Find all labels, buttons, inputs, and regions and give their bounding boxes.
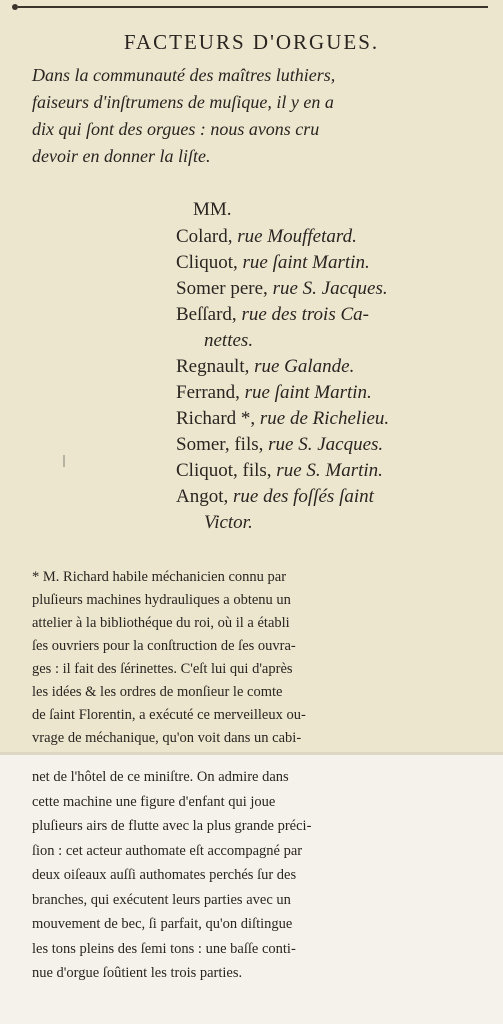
intro-line: faiseurs d'inſtrumens de muſique, il y en a [32, 92, 334, 112]
maker-street: rue des trois Ca- [241, 304, 369, 325]
page-seam [0, 752, 503, 755]
intro-line: dix qui ſont des orgues : nous avons cru [32, 119, 320, 139]
organ-makers-list [176, 224, 496, 536]
maker-street: rue S. Martin. [276, 460, 383, 481]
footnote-line: de ſaint Florentin, a exécuté ce merveilleux ou- [32, 707, 306, 723]
footnote-line: les idées & les ordres de monſieur le comte [32, 684, 283, 700]
footnote-line: attelier à la bibliothéque du roi, où il a établi [32, 615, 290, 631]
maker-name: Somer, fils, [176, 434, 264, 455]
footnote-line: nue d'orgue ſoûtient les trois parties. [32, 965, 243, 981]
footnote-line: pluſieurs machines hydrauliques a obtenu un [32, 592, 291, 608]
footnote-line: vrage de méchanique, qu'on voit dans un cabi- [32, 730, 302, 746]
maker-entry [176, 250, 496, 276]
honorific-heading: MM. [193, 199, 232, 220]
maker-street: rue S. Jacques. [272, 278, 388, 299]
footnote-line: cette machine une figure d'enfant qui joue [32, 793, 276, 810]
footnote-line: ſes ouvriers pour la conſtruction de ſes ouvra- [32, 638, 296, 654]
maker-entry [176, 354, 496, 380]
footnote-line: net de l'hôtel de ce miniſtre. On admire dans [32, 769, 289, 785]
intro-paragraph [32, 62, 490, 170]
maker-name: Regnault, [176, 356, 250, 377]
maker-street: rue ſaint Martin. [244, 382, 372, 403]
intro-line: devoir en donner la liſte. [32, 146, 211, 166]
footnote-line: ſion : cet acteur authomate eſt accompagné par [32, 842, 303, 859]
footnote-line: ges : il fait des ſérinettes. C'eſt lui qui d'après [32, 661, 293, 677]
maker-name: Angot, [176, 486, 229, 507]
maker-name: Colard, [176, 226, 233, 247]
maker-name: Ferrand, [176, 382, 240, 403]
maker-street: rue Galande. [254, 356, 355, 377]
maker-entry [176, 432, 496, 458]
maker-street: rue de Richelieu. [259, 408, 390, 429]
maker-street: rue des foſſés ſaint [233, 486, 374, 507]
maker-entry [176, 458, 496, 484]
maker-entry [176, 406, 496, 432]
maker-entry [176, 224, 496, 250]
maker-name: Cliquot, fils, [176, 460, 272, 481]
maker-entry-continued [176, 328, 496, 354]
footnote-line: mouvement de bec, ſi parfait, qu'on diſtingue [32, 916, 293, 932]
maker-name: Richard *, [176, 408, 256, 429]
footnote-lower [32, 765, 487, 986]
maker-name: Beſſard, [176, 304, 237, 325]
maker-name: Cliquot, [176, 252, 238, 273]
footnote-line: deux oiſeaux auſſi authomates perchés ſur des [32, 867, 297, 883]
footnote-line: * M. Richard habile méchanicien connu par [32, 569, 287, 585]
page-title: FACTEURS D'ORGUES. [123, 30, 380, 54]
maker-entry [176, 380, 496, 406]
footnote-line: pluſieurs airs de flutte avec la plus grande préci- [32, 818, 312, 834]
maker-street: Victor. [204, 512, 253, 533]
maker-entry-continued [176, 510, 496, 536]
maker-entry [176, 484, 496, 510]
maker-entry [176, 276, 496, 302]
maker-name: Somer pere, [176, 278, 268, 299]
footnote-upper [32, 566, 482, 750]
footnote-line: les tons pleins des ſemi tons : une baſſe conti- [32, 940, 296, 957]
header-rule [18, 6, 488, 8]
maker-street: rue S. Jacques. [268, 434, 384, 455]
maker-street: rue ſaint Martin. [242, 252, 370, 273]
intro-line: Dans la communauté des maîtres luthiers, [32, 65, 336, 85]
margin-mark [63, 455, 65, 467]
maker-entry [176, 302, 496, 328]
maker-street: rue Mouffetard. [237, 226, 357, 247]
footnote-line: branches, qui exécutent leurs parties avec un [32, 891, 291, 908]
maker-street: nettes. [204, 330, 254, 351]
